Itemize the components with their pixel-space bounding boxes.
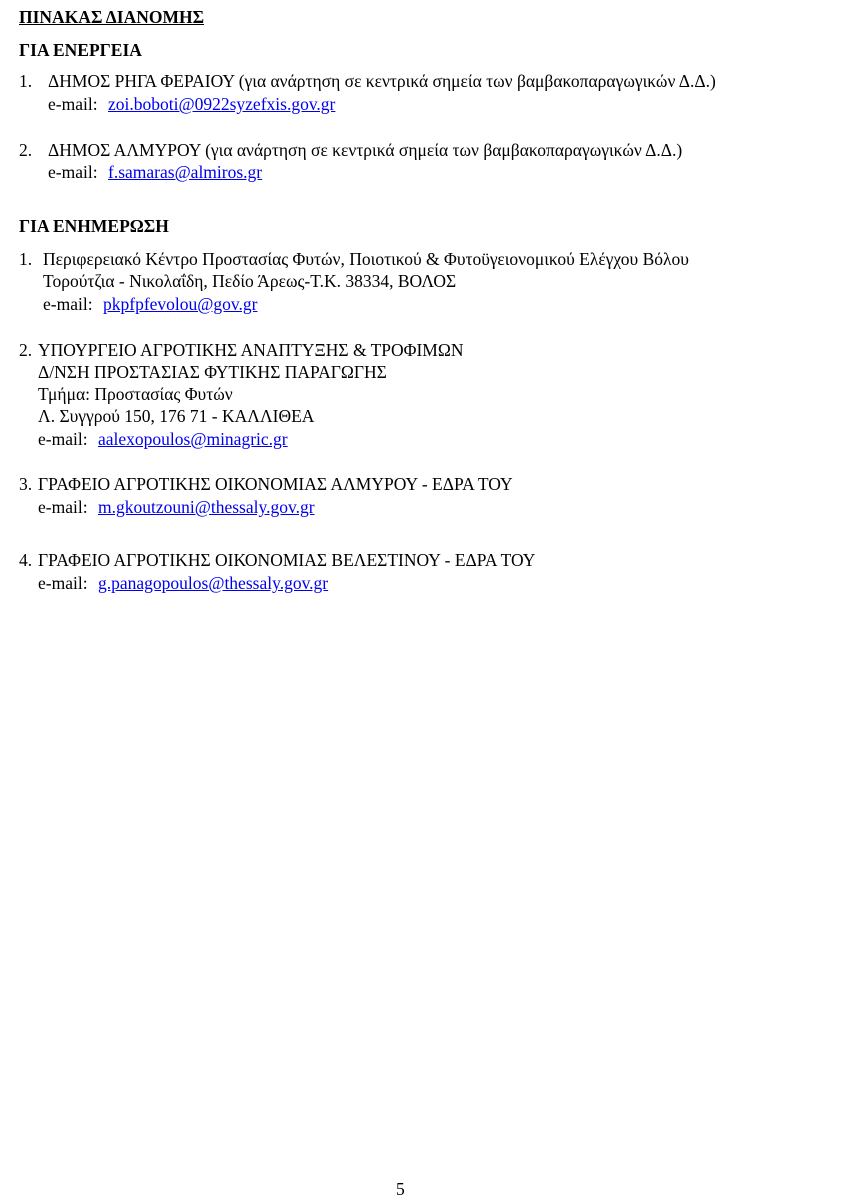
item-line: Δ/ΝΣΗ ΠΡΟΣΤΑΣΙΑΣ ΦΥΤΙΚΗΣ ΠΑΡΑΓΩΓΗΣ	[38, 362, 387, 382]
item-number: 1.	[19, 71, 33, 91]
item-number: 2.	[19, 340, 33, 360]
item-name: ΔΗΜΟΣ ΡΗΓΑ ΦΕΡΑΙΟΥ (για ανάρτηση σε κεντρικά σημεία των βαμβακοπαραγωγικών Δ.Δ.)	[48, 71, 716, 91]
email-label: e-mail:	[38, 429, 88, 449]
item-line: ΓΡΑΦΕΙΟ ΑΓΡΟΤΙΚΗΣ ΟΙΚΟΝΟΜΙΑΣ ΑΛΜΥΡΟΥ - ΕΔΡΑ ΤΟΥ	[38, 474, 513, 494]
email-link[interactable]: m.gkoutzouni@thessaly.gov.gr	[98, 497, 315, 517]
item-number: 1.	[19, 249, 33, 269]
email-label: e-mail:	[38, 497, 88, 517]
document-title: ΠΙΝΑΚΑΣ ΔΙΑΝΟΜΗΣ	[19, 7, 205, 27]
section-heading-info: ΓΙΑ ΕΝΗΜΕΡΩΣΗ	[19, 216, 169, 236]
item-line: Τμήμα: Προστασίας Φυτών	[38, 384, 233, 404]
item-line: ΓΡΑΦΕΙΟ ΑΓΡΟΤΙΚΗΣ ΟΙΚΟΝΟΜΙΑΣ ΒΕΛΕΣΤΙΝΟΥ - ΕΔΡΑ ΤΟΥ	[38, 550, 536, 570]
email-link[interactable]: zoi.boboti@0922syzefxis.gov.gr	[108, 94, 336, 114]
item-number: 3.	[19, 474, 33, 494]
email-label: e-mail:	[48, 94, 98, 114]
email-label: e-mail:	[43, 294, 93, 314]
item-number: 2.	[19, 140, 33, 160]
item-line: Περιφερειακό Κέντρο Προστασίας Φυτών, Ποιοτικού & Φυτοϋγειονομικού Ελέγχου Βόλου	[43, 249, 689, 269]
item-number: 4.	[19, 550, 33, 570]
email-link[interactable]: f.samaras@almiros.gr	[108, 162, 263, 182]
item-line: Λ. Συγγρού 150, 176 71 - ΚΑΛΛΙΘΕΑ	[38, 406, 315, 426]
item-name: ΔΗΜΟΣ ΑΛΜΥΡΟΥ (για ανάρτηση σε κεντρικά σημεία των βαμβακοπαραγωγικών Δ.Δ.)	[48, 140, 683, 160]
page-number: 5	[396, 1179, 405, 1199]
email-link[interactable]: g.panagopoulos@thessaly.gov.gr	[98, 573, 329, 593]
email-link[interactable]: aalexopoulos@minagric.gr	[98, 429, 288, 449]
email-label: e-mail:	[38, 573, 88, 593]
email-link[interactable]: pkpfpfevolou@gov.gr	[103, 294, 258, 314]
email-label: e-mail:	[48, 162, 98, 182]
item-line: Τορούτζια - Νικολαΐδη, Πεδίο Άρεως-Τ.Κ. 38334, ΒΟΛΟΣ	[43, 271, 457, 291]
section-heading-action: ΓΙΑ ΕΝΕΡΓΕΙΑ	[19, 40, 142, 60]
item-line: ΥΠΟΥΡΓΕΙΟ ΑΓΡΟΤΙΚΗΣ ΑΝΑΠΤΥΞΗΣ & ΤΡΟΦΙΜΩΝ	[38, 340, 464, 360]
